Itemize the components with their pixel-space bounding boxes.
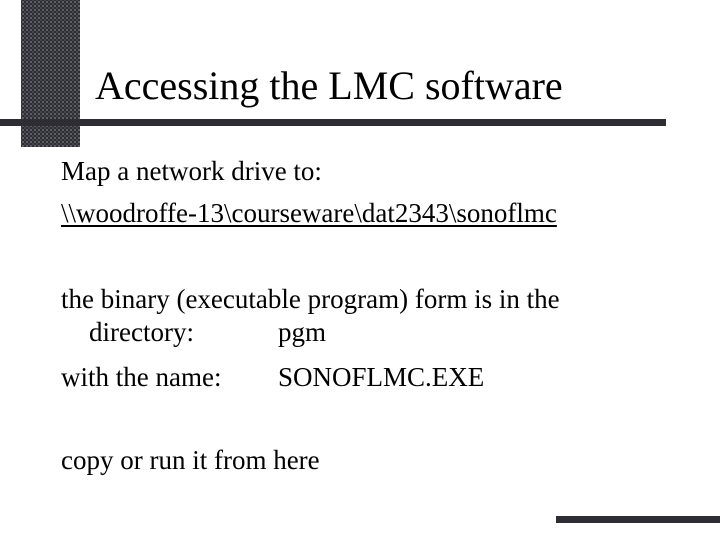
slide-title: Accessing the LMC software bbox=[95, 63, 563, 108]
map-drive-instruction: Map a network drive to: bbox=[61, 156, 322, 186]
executable-name: SONOFLMC.EXE bbox=[278, 362, 485, 392]
directory-value: pgm bbox=[278, 317, 327, 347]
directory-label: directory: bbox=[89, 317, 194, 347]
copy-run-instruction: copy or run it from here bbox=[61, 445, 320, 475]
name-label: with the name: bbox=[61, 362, 222, 392]
binary-location-text: the binary (executable program) form is in the bbox=[61, 284, 560, 314]
title-underline-bar bbox=[0, 119, 666, 126]
network-path-link[interactable]: \\woodroffe-13\courseware\dat2343\sonoflmc bbox=[61, 198, 557, 228]
footer-bar bbox=[556, 516, 720, 523]
